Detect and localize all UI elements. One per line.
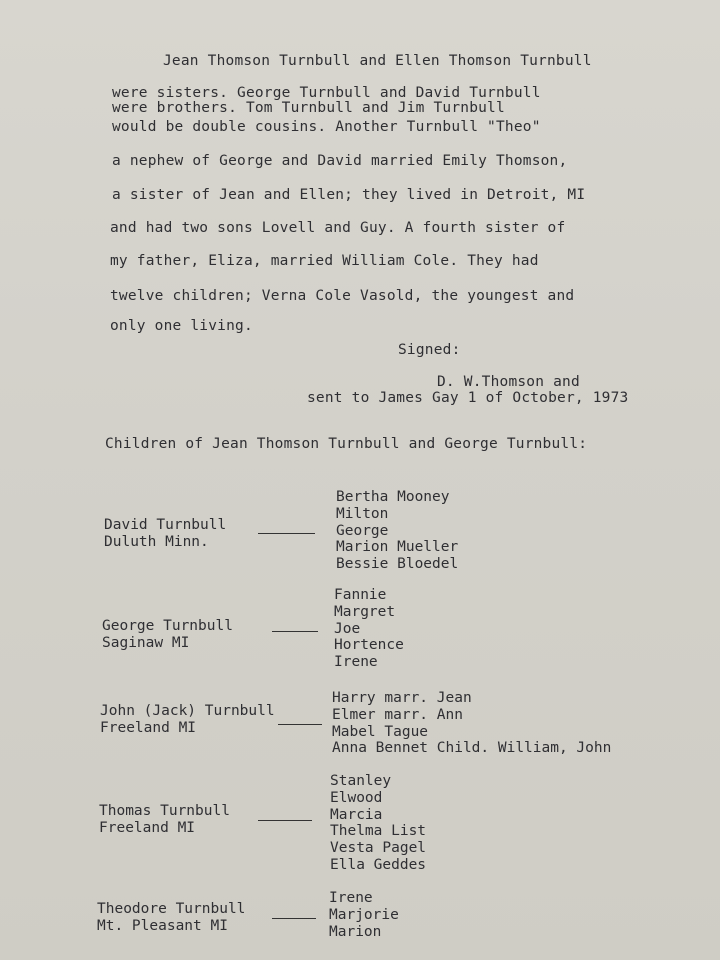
child-name: Irene: [334, 654, 378, 671]
children-list: [336, 489, 458, 573]
children-heading: Children of Jean Thomson Turnbull and George Turnbull:: [105, 436, 588, 452]
parent-place: Mt. Pleasant MI: [97, 917, 228, 934]
parent-name: Theodore Turnbull: [97, 901, 246, 917]
signer-name: D. W.Thomson and: [437, 374, 580, 390]
family-parent: [102, 618, 233, 652]
parent-name: John (Jack) Turnbull: [100, 703, 275, 719]
parent-name: Thomas Turnbull: [99, 803, 230, 819]
signed-label: Signed:: [398, 342, 461, 358]
parent-place: Saginaw MI: [102, 634, 190, 651]
child-name: Marcia: [330, 806, 383, 823]
family-parent: [97, 901, 245, 935]
child-name: Elwood: [330, 789, 383, 806]
child-name: Milton: [336, 505, 389, 522]
child-name: Marjorie: [329, 906, 399, 923]
child-name: Hortence: [334, 637, 404, 654]
child-name: Marion: [329, 923, 382, 940]
letter-line: twelve children; Verna Cole Vasold, the youngest and: [110, 288, 575, 304]
child-name: Margret: [334, 603, 396, 620]
child-name: Bertha Mooney: [336, 489, 450, 505]
child-name: Marion Mueller: [336, 539, 459, 556]
letter-line: would be double cousins. Another Turnbull "Theo": [112, 119, 541, 135]
children-list: [330, 773, 426, 874]
child-name: Thelma List: [330, 823, 427, 840]
letter-line: were brothers. Tom Turnbull and Jim Turnbull: [112, 100, 505, 116]
letter-line: were sisters. George Turnbull and David Turnbull: [112, 85, 541, 101]
letter-line: only one living.: [110, 318, 253, 334]
connector-line: [258, 533, 315, 534]
letter-line: Jean Thomson Turnbull and Ellen Thomson Turnbull: [163, 53, 592, 69]
children-list: [329, 890, 399, 940]
child-name: Stanley: [330, 773, 392, 789]
sent-line: sent to James Gay 1 of October, 1973: [307, 390, 629, 406]
parent-name: George Turnbull: [102, 618, 233, 634]
connector-line: [272, 631, 318, 632]
letter-line: my father, Eliza, married William Cole. They had: [110, 253, 539, 269]
connector-line: [278, 724, 322, 725]
letter-line: a nephew of George and David married Emily Thomson,: [112, 153, 568, 169]
child-name: Joe: [334, 620, 361, 637]
family-parent: [99, 803, 230, 837]
connector-line: [258, 820, 312, 821]
child-name: George: [336, 522, 389, 539]
letter-line: a sister of Jean and Ellen; they lived in Detroit, MI: [112, 187, 586, 203]
child-name: Vesta Pagel: [330, 840, 427, 857]
child-name: Ella Geddes: [330, 856, 427, 873]
child-name: Elmer marr. Ann: [332, 706, 463, 723]
child-name: Irene: [329, 890, 373, 906]
children-list: [334, 587, 404, 671]
child-name: Anna Bennet Child. William, John: [332, 740, 612, 757]
parent-place: Freeland MI: [100, 719, 197, 736]
parent-place: Duluth Minn.: [104, 533, 209, 550]
child-name: Fannie: [334, 587, 387, 603]
children-list: [332, 690, 611, 757]
child-name: Harry marr. Jean: [332, 690, 472, 706]
connector-line: [272, 918, 316, 919]
child-name: Bessie Bloedel: [336, 556, 459, 573]
parent-name: David Turnbull: [104, 517, 227, 533]
family-parent: [100, 703, 275, 737]
letter-line: and had two sons Lovell and Guy. A fourth sister of: [110, 220, 566, 236]
parent-place: Freeland MI: [99, 819, 196, 836]
child-name: Mabel Tague: [332, 723, 429, 740]
family-parent: [104, 517, 226, 551]
